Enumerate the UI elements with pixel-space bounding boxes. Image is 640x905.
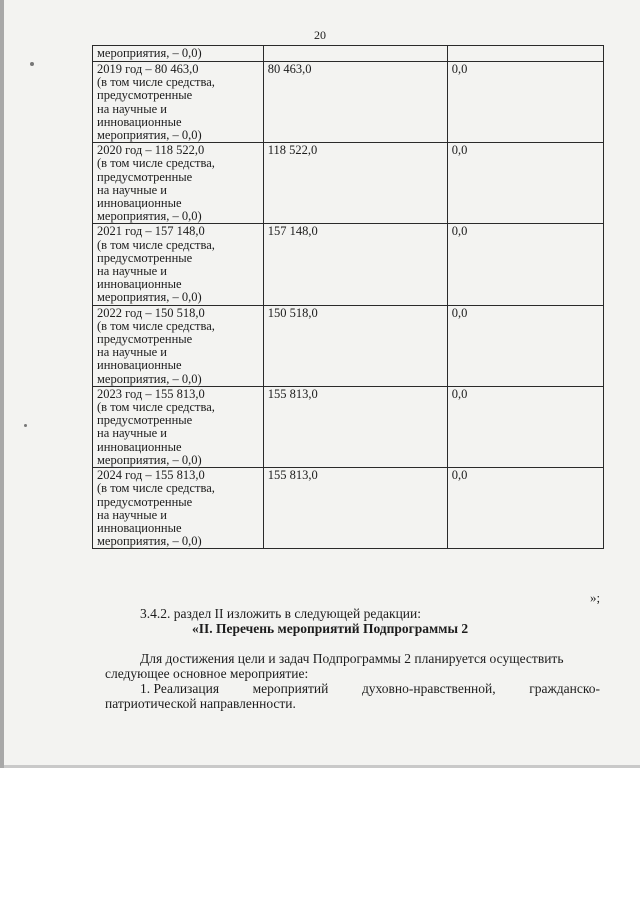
table-cell-amount: 80 463,0 bbox=[263, 62, 447, 143]
period-text-line: мероприятия, – 0,0) bbox=[97, 290, 202, 305]
period-text-line: мероприятия, – 0,0) bbox=[97, 371, 202, 386]
table-cell-amount: 155 813,0 bbox=[263, 468, 447, 549]
table-cell-amount: 155 813,0 bbox=[263, 386, 447, 467]
period-text-line: предусмотренные bbox=[97, 169, 193, 184]
table-cell-period bbox=[93, 468, 264, 549]
period-text-line: инновационные bbox=[97, 277, 182, 292]
period-text-line: на научные и bbox=[97, 264, 167, 279]
period-text-line: на научные и bbox=[97, 182, 167, 197]
period-text-line: на научные и bbox=[97, 426, 167, 441]
period-text-line: предусмотренные bbox=[97, 250, 193, 265]
closing-quote: »; bbox=[590, 590, 601, 605]
period-text-line: предусмотренные bbox=[97, 332, 193, 347]
table-row bbox=[93, 468, 604, 549]
period-text-line: предусмотренные bbox=[97, 413, 193, 428]
scan-edge bbox=[0, 0, 4, 768]
period-text-line: (в том числе средства, bbox=[97, 156, 215, 171]
table-row bbox=[93, 46, 604, 62]
period-text-line: 2021 год – 157 148,0 bbox=[97, 224, 205, 239]
list-item-word: гражданско- bbox=[529, 681, 600, 696]
period-text-line: (в том числе средства, bbox=[97, 75, 215, 90]
period-text-line: инновационные bbox=[97, 196, 182, 211]
list-item-word: духовно-нравственной, bbox=[361, 681, 496, 696]
period-text-line: на научные и bbox=[97, 345, 167, 360]
body-text-line: Для достижения цели и задач Подпрограммы 2 планируется осуществить bbox=[140, 651, 564, 666]
table-cell-other: 0,0 bbox=[447, 62, 603, 143]
period-text-line: (в том числе средства, bbox=[97, 237, 215, 252]
period-text-line: 2022 год – 150 518,0 bbox=[97, 305, 205, 320]
period-text-line: мероприятия, – 0,0) bbox=[97, 128, 202, 143]
period-text-line: мероприятия, – 0,0) bbox=[97, 452, 202, 467]
table-cell-amount: 150 518,0 bbox=[263, 305, 447, 386]
scan-mark bbox=[24, 424, 27, 427]
period-text-line: мероприятия, – 0,0) bbox=[97, 534, 202, 549]
period-text-line: инновационные bbox=[97, 358, 182, 373]
table-cell-other: 0,0 bbox=[447, 305, 603, 386]
table-cell-amount: 157 148,0 bbox=[263, 224, 447, 305]
table-cell-other: 0,0 bbox=[447, 386, 603, 467]
period-text-line: инновационные bbox=[97, 114, 182, 129]
period-text-line: 2024 год – 155 813,0 bbox=[97, 468, 205, 483]
table-row bbox=[93, 305, 604, 386]
table-row bbox=[93, 224, 604, 305]
period-text-line: (в том числе средства, bbox=[97, 400, 215, 415]
table-cell-other: 0,0 bbox=[447, 224, 603, 305]
table-cell-other: 0,0 bbox=[447, 468, 603, 549]
table-cell-period: мероприятия, – 0,0) bbox=[93, 46, 264, 62]
period-text-line: инновационные bbox=[97, 439, 182, 454]
list-item-word: мероприятий bbox=[252, 681, 329, 696]
period-text-line: на научные и bbox=[97, 101, 167, 116]
period-text-line: мероприятия, – 0,0) bbox=[97, 209, 202, 224]
scan-mark bbox=[30, 62, 34, 66]
table-cell-period bbox=[93, 305, 264, 386]
table-row bbox=[93, 386, 604, 467]
table-cell-amount bbox=[263, 46, 447, 62]
table-cell-period bbox=[93, 143, 264, 224]
period-text-line: инновационные bbox=[97, 520, 182, 535]
table-cell-amount: 118 522,0 bbox=[263, 143, 447, 224]
table-cell-other bbox=[447, 46, 603, 62]
period-text-line: 2019 год – 80 463,0 bbox=[97, 62, 199, 76]
table-row bbox=[93, 143, 604, 224]
page-number: 20 bbox=[314, 28, 326, 42]
period-text-line: 2023 год – 155 813,0 bbox=[97, 386, 205, 401]
list-item-continuation: патриотической направленности. bbox=[105, 696, 296, 711]
period-text-line: (в том числе средства, bbox=[97, 481, 215, 496]
table-cell-period bbox=[93, 224, 264, 305]
period-text-line: предусмотренные bbox=[97, 88, 193, 103]
period-text-line: 2020 год – 118 522,0 bbox=[97, 143, 205, 158]
funding-table-body bbox=[93, 46, 604, 549]
table-cell-period bbox=[93, 386, 264, 467]
amendment-instruction: 3.4.2. раздел II изложить в следующей редакции: bbox=[140, 606, 422, 621]
list-item-first-line bbox=[140, 681, 600, 696]
period-text-line: на научные и bbox=[97, 507, 167, 522]
period-text-line: предусмотренные bbox=[97, 494, 193, 509]
funding-table bbox=[92, 45, 604, 549]
section-heading: «II. Перечень мероприятий Подпрограммы 2 bbox=[192, 621, 469, 636]
table-cell-period bbox=[93, 62, 264, 143]
list-item-word: 1. Реализация bbox=[140, 681, 220, 696]
table-row bbox=[93, 62, 604, 143]
period-text-line: (в том числе средства, bbox=[97, 318, 215, 333]
table-cell-other: 0,0 bbox=[447, 143, 603, 224]
body-text-line: следующее основное мероприятие: bbox=[105, 666, 309, 681]
